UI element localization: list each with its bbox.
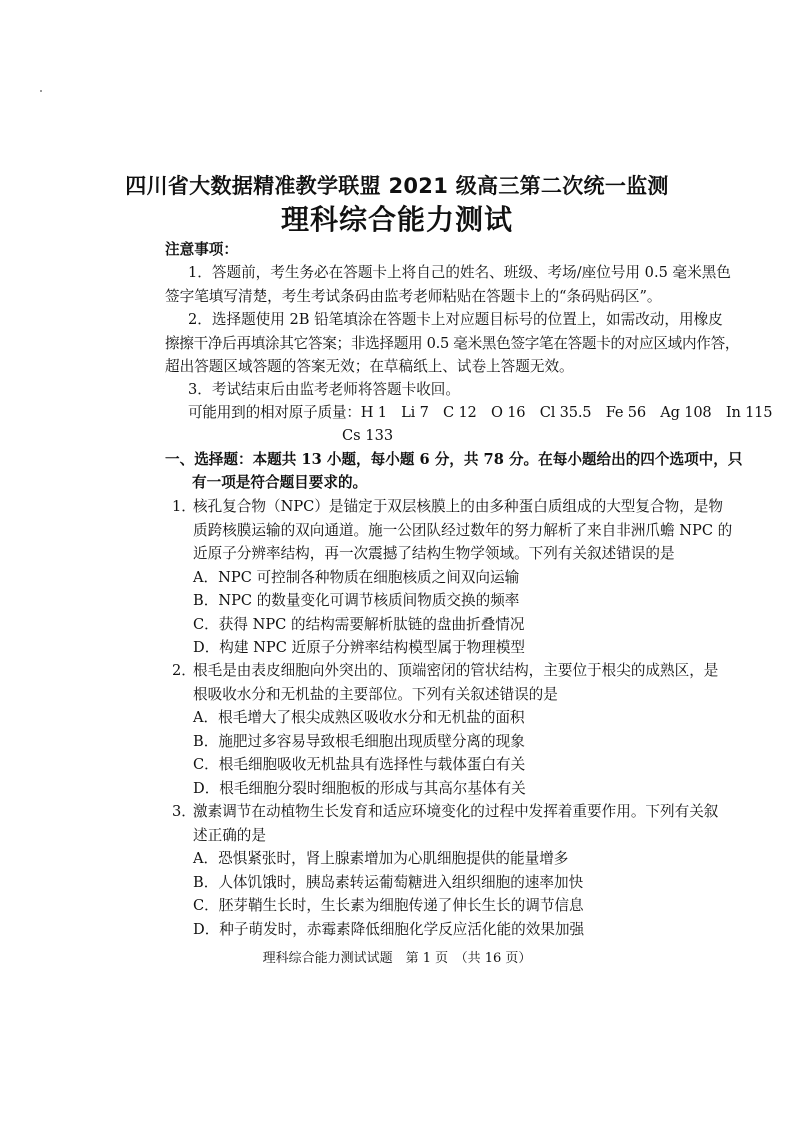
option-a: A．恐惧紧张时，肾上腺素增加为心肌细胞提供的能量增多 [193, 850, 569, 867]
section-heading-cont: 有一项是符合题目要求的。 [192, 474, 368, 491]
note-line: 签字笔填写清楚，考生考试条码由监考老师粘贴在答题卡上的“条码贴码区”。 [165, 288, 662, 305]
option-a: A．NPC 可控制各种物质在细胞核质之间双向运输 [193, 569, 520, 586]
option-b: B．施肥过多容易导致根毛细胞出现质壁分离的现象 [193, 733, 525, 750]
exam-subtitle: 理科综合能力测试 [280, 203, 513, 236]
option-d: D．种子萌发时，赤霉素降低细胞化学反应活化能的效果加强 [193, 921, 585, 938]
option-d: D．构建 NPC 近原子分辨率结构模型属于物理模型 [193, 639, 526, 656]
question-number: 1． [172, 498, 196, 515]
question-stem: 质跨核膜运输的双向通道。施一公团队经过数年的努力解析了来自非洲爪蟾 NPC 的 [193, 522, 733, 539]
question-stem: 根吸收水分和无机盐的主要部位。下列有关叙述错误的是 [193, 686, 558, 703]
option-a: A．根毛增大了根尖成熟区吸收水分和无机盐的面积 [193, 709, 525, 726]
note-line: 超出答题区域答题的答案无效；在草稿纸上、试卷上答题无效。 [165, 358, 574, 375]
exam-title: 四川省大数据精准教学联盟 2021 级高三第二次统一监测 [125, 174, 669, 198]
question-number: 3． [172, 803, 196, 820]
option-c: C．获得 NPC 的结构需要解析肽链的盘曲折叠情况 [193, 616, 525, 633]
option-d: D．根毛细胞分裂时细胞板的形成与其高尔基体有关 [193, 780, 526, 797]
note-line: 擦擦干净后再填涂其它答案；非选择题用 0.5 毫米黑色签字笔在答题卡的对应区域内作答， [165, 335, 740, 352]
scan-speck [40, 90, 42, 92]
section-heading: 一、选择题：本题共 13 小题，每小题 6 分，共 78 分。在每小题给出的四个选项中，只 [165, 451, 743, 468]
option-c: C．胚芽鞘生长时，生长素为细胞传递了伸长生长的调节信息 [193, 897, 584, 914]
note-line: 3．考试结束后由监考老师将答题卡收回。 [188, 381, 460, 398]
question-stem: 激素调节在动植物生长发育和适应环境变化的过程中发挥着重要作用。下列有关叙 [193, 803, 719, 820]
notes-heading: 注意事项： [165, 241, 238, 258]
page-footer: 理科综合能力测试试题 第 1 页 （共 16 页） [262, 951, 532, 966]
option-b: B．NPC 的数量变化可调节核质间物质交换的频率 [193, 592, 520, 609]
question-number: 2． [172, 662, 196, 679]
question-stem: 述正确的是 [193, 827, 266, 844]
question-stem: 近原子分辨率结构，再一次震撼了结构生物学领域。下列有关叙述错误的是 [193, 545, 675, 562]
question-stem: 根毛是由表皮细胞向外突出的、顶端密闭的管状结构，主要位于根尖的成熟区，是 [193, 662, 719, 679]
atomic-masses: 可能用到的相对原子质量：H 1 Li 7 C 12 O 16 Cl 35.5 Fe 56 Ag 108 In 115 [188, 404, 773, 421]
question-stem: 核孔复合物（NPC）是锚定于双层核膜上的由多种蛋白质组成的大型复合物，是物 [193, 498, 723, 515]
atomic-masses-cont: Cs 133 [342, 427, 394, 444]
option-b: B．人体饥饿时，胰岛素转运葡萄糖进入组织细胞的速率加快 [193, 874, 584, 891]
option-c: C．根毛细胞吸收无机盐具有选择性与载体蛋白有关 [193, 756, 526, 773]
note-line: 1．答题前，考生务必在答题卡上将自己的姓名、班级、考场/座位号用 0.5 毫米黑色 [188, 264, 731, 281]
note-line: 2．选择题使用 2B 铅笔填涂在答题卡上对应题目标号的位置上，如需改动，用橡皮 [188, 311, 723, 328]
